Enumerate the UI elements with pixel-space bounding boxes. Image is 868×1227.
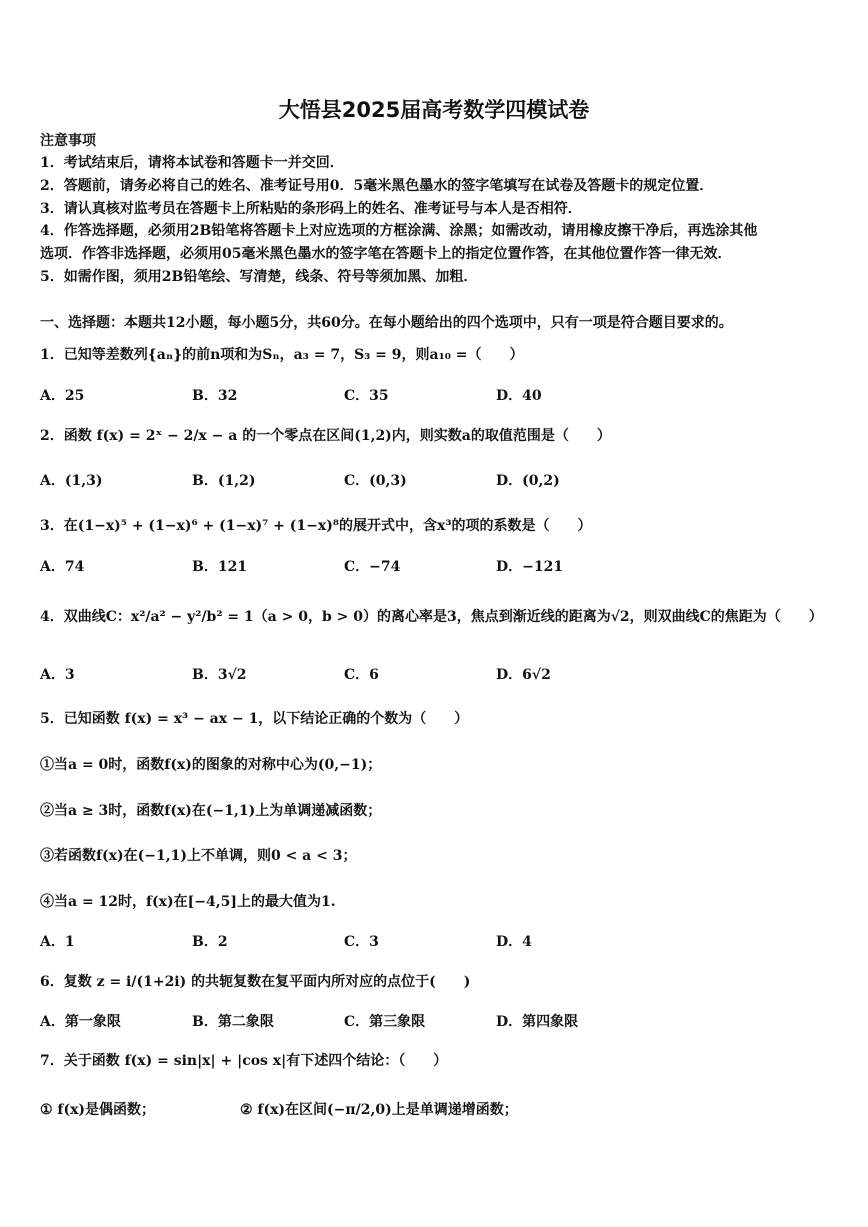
notice-item: 2．答题前，请务必将自己的姓名、准考证号用0．5毫米黑色墨水的签字笔填写在试卷及答题卡的规定位置． bbox=[40, 178, 714, 194]
notice-item: 5．如需作图，须用2B铅笔绘、写清楚，线条、符号等须加黑、加粗． bbox=[40, 269, 478, 285]
option-b: B．第二象限 bbox=[192, 1014, 274, 1030]
notice-item: 1．考试结束后，请将本试卷和答题卡一并交回． bbox=[40, 155, 344, 171]
notice-item: 4．作答选择题，必须用2B铅笔将答题卡上对应选项的方框涂满、涂黑；如需改动，请用橡皮擦干净后，再选涂其他 bbox=[40, 223, 758, 239]
notice-heading: 注意事项 bbox=[40, 133, 96, 149]
option-a: A．第一象限 bbox=[40, 1014, 121, 1030]
question-stem: 1．已知等差数列{aₙ}的前n项和为Sₙ，a₃ = 7，S₃ = 9，则a₁₀ =（ ） bbox=[40, 347, 524, 363]
statement-2: ② f(x)在区间(−π/2,0)上是单调递增函数； bbox=[240, 1102, 518, 1118]
statement-4: ④当a = 12时，f(x)在[−4,5]上的最大值为1. bbox=[40, 894, 336, 910]
option-c: C．3 bbox=[344, 934, 379, 950]
statement-3: ③若函数f(x)在(−1,1)上不单调，则0 < a < 3； bbox=[40, 848, 357, 864]
statement-1: ①当a = 0时，函数f(x)的图象的对称中心为(0,−1)； bbox=[40, 757, 382, 773]
option-b: B．3√2 bbox=[192, 667, 247, 683]
question-stem: 3．在(1−x)⁵ + (1−x)⁶ + (1−x)⁷ + (1−x)⁸的展开式中，含x³的项的系数是（ ） bbox=[40, 518, 592, 534]
question-stem: 2．函数 f(x) = 2ˣ − 2/x − a 的一个零点在区间(1,2)内，则实数a的取值范围是（ ） bbox=[40, 428, 611, 444]
option-a: A．(1,3) bbox=[40, 473, 103, 489]
option-c: C．6 bbox=[344, 667, 379, 683]
option-a: A．1 bbox=[40, 934, 75, 950]
option-b: B．(1,2) bbox=[192, 473, 256, 489]
option-a: A．3 bbox=[40, 667, 75, 683]
option-d: D．−121 bbox=[496, 559, 564, 575]
statement-2: ②当a ≥ 3时，函数f(x)在(−1,1)上为单调递减函数； bbox=[40, 803, 382, 819]
option-c: C．(0,3) bbox=[344, 473, 407, 489]
option-d: D．第四象限 bbox=[496, 1014, 579, 1030]
option-c: C．第三象限 bbox=[344, 1014, 426, 1030]
option-d: D．40 bbox=[496, 388, 542, 404]
option-c: C．35 bbox=[344, 388, 389, 404]
section-heading: 一、选择题：本题共12小题，每小题5分，共60分。在每小题给出的四个选项中，只有一项是符合题目要求的。 bbox=[40, 315, 733, 331]
option-b: B．32 bbox=[192, 388, 238, 404]
question-stem: 7．关于函数 f(x) = sin|x| + |cos x|有下述四个结论：（ ） bbox=[40, 1053, 448, 1069]
option-d: D．4 bbox=[496, 934, 532, 950]
option-a: A．25 bbox=[40, 388, 85, 404]
statement-1: ① f(x)是偶函数； bbox=[40, 1102, 156, 1118]
question-stem: 5．已知函数 f(x) = x³ − ax − 1，以下结论正确的个数为（ ） bbox=[40, 711, 469, 727]
option-c: C．−74 bbox=[344, 559, 401, 575]
option-d: D．(0,2) bbox=[496, 473, 560, 489]
notice-item: 3．请认真核对监考员在答题卡上所粘贴的条形码上的姓名、准考证号与本人是否相符． bbox=[40, 201, 582, 217]
notice-item: 选项．作答非选择题，必须用05毫米黑色墨水的签字笔在答题卡上的指定位置作答，在其他位置作答一律无效． bbox=[40, 246, 732, 262]
question-stem: 4．双曲线C：x²/a² − y²/b² = 1（a > 0，b > 0）的离心率是3，焦点到渐近线的距离为√2，则双曲线C的焦距为（ ） bbox=[40, 609, 823, 625]
exam-title: 大悟县2025届高考数学四模试卷 bbox=[278, 98, 590, 122]
option-b: B．121 bbox=[192, 559, 248, 575]
question-stem: 6．复数 z = i/(1+2i) 的共轭复数在复平面内所对应的点位于( ) bbox=[40, 974, 471, 990]
option-d: D．6√2 bbox=[496, 667, 551, 683]
option-b: B．2 bbox=[192, 934, 228, 950]
option-a: A．74 bbox=[40, 559, 85, 575]
